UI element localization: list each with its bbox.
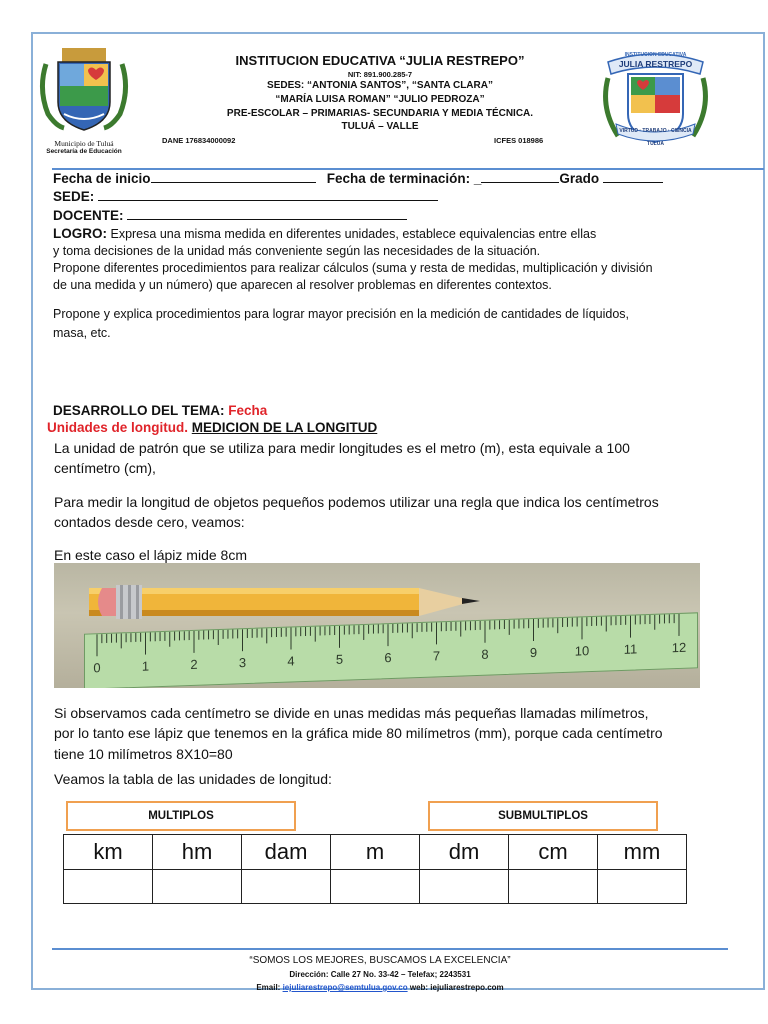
icfes-code: ICFES 018986 <box>494 136 544 145</box>
logro-line-2: y toma decisiones de la unidad más conveniente según las necesidades de la situación. <box>53 244 541 259</box>
city: TULUÁ – VALLE <box>341 121 419 132</box>
ruler-number: 2 <box>190 656 198 673</box>
grade-label: Grado <box>559 171 600 186</box>
unit-dam: dam <box>242 835 331 870</box>
desarrollo-heading <box>53 403 267 418</box>
sede-label: SEDE: <box>53 189 95 204</box>
empty-cell[interactable] <box>64 870 153 904</box>
logro-line-1: LOGRO: Expresa una misma medida en diferentes unidades, establece equivalencias entre ellas <box>53 226 597 241</box>
ruler-number: 3 <box>238 655 247 671</box>
empty-cell[interactable] <box>242 870 331 904</box>
logro-block-2 <box>53 305 753 343</box>
ruler-number: 7 <box>432 648 441 664</box>
docente-label: DOCENTE: <box>53 208 124 223</box>
email-label: Email: <box>256 983 281 992</box>
ruler-number: 0 <box>93 660 101 676</box>
logro-line-5: Propone y explica procedimientos para lograr mayor precisión en la medición de cantidades de líquidos, <box>53 307 630 321</box>
multiplos-box: MULTIPLOS <box>66 801 296 831</box>
units-header-row <box>64 835 687 870</box>
ruler-number: 5 <box>335 651 344 667</box>
section-heading: MEDICION DE LA LONGITUD <box>191 420 378 435</box>
desarrollo-label: DESARROLLO DEL TEMA: <box>53 403 225 418</box>
header-divider <box>52 168 764 170</box>
unit-m: m <box>331 835 420 870</box>
municipio-shield-icon <box>34 44 134 134</box>
grade-field[interactable] <box>603 171 663 183</box>
sede-row <box>53 189 438 204</box>
school-crest-logo <box>598 48 713 152</box>
email-link[interactable]: iejuliarestrepo@semtulua.gov.co <box>282 983 408 992</box>
paragraph-2: Para medir la longitud de objetos pequeños podemos utilizar una regla que indica los centímetros contados desde cero, veamos: <box>54 494 659 531</box>
submultiplos-box: SUBMULTIPLOS <box>428 801 658 831</box>
ruler-number: 12 <box>671 639 687 656</box>
levels: PRE-ESCOLAR – PRIMARIAS- SECUNDARIA Y MEDIA TÉCNICA. <box>226 108 534 119</box>
docente-field[interactable] <box>127 208 407 220</box>
logro-line-3: Propone diferentes procedimientos para realizar cálculos (suma y resta de medidas, multiplicación y división <box>53 261 653 276</box>
subtitle-row <box>47 420 377 435</box>
paragraph-3: En este caso el lápiz mide 8cm <box>54 547 247 563</box>
footer-contact <box>150 983 610 992</box>
unit-dm: dm <box>420 835 509 870</box>
institution-title: INSTITUCION EDUCATIVA “JULIA RESTREPO” <box>235 53 525 68</box>
end-date-field[interactable] <box>481 171 559 183</box>
units-subtitle: Unidades de longitud. <box>47 420 188 435</box>
end-date-label: Fecha de terminación: <box>326 171 471 186</box>
sedes-line-1: SEDES: “ANTONIA SANTOS”, “SANTA CLARA” <box>267 80 493 91</box>
ruler-number: 6 <box>384 649 392 666</box>
empty-cell[interactable] <box>509 870 598 904</box>
sede-field[interactable] <box>98 189 438 201</box>
ruler-number: 8 <box>481 646 489 662</box>
municipio-logo <box>34 44 134 155</box>
dates-row: Fecha de inicio Fecha de terminación: _ Grado <box>53 171 663 186</box>
ruler-number: 1 <box>141 658 150 674</box>
ruler-number: 4 <box>287 653 295 669</box>
logro-line-6: masa, etc. <box>53 325 111 340</box>
paragraph-4: Si observamos cada centímetro se divide en unas medidas más pequeñas llamadas milímetros, por lo tanto ese lápiz que tenemos en la gráfica mide 80 milímetros (mm), porque cada centímetro tiene 10 milímetros 8X10=80 <box>54 705 663 762</box>
sedes-line-2: “MARÍA LUISA ROMAN” “JULIO PEDROZA” <box>275 94 485 105</box>
start-date-field[interactable] <box>151 171 316 183</box>
logro-label: LOGRO: <box>53 226 107 241</box>
unit-cm: cm <box>509 835 598 870</box>
units-table <box>63 834 687 904</box>
ruler-number: 9 <box>529 644 538 661</box>
paragraph-1: La unidad de patrón que se utiliza para medir longitudes es el metro (m), esta equivale a 100 centímetro (cm), <box>54 440 630 477</box>
unit-hm: hm <box>153 835 242 870</box>
paragraph-5: Veamos la tabla de las unidades de longitud: <box>54 771 332 787</box>
empty-cell[interactable] <box>331 870 420 904</box>
crest-city: TULUA <box>647 141 664 147</box>
web-link[interactable]: web: iejuliarestrepo.com <box>409 983 504 992</box>
empty-cell[interactable] <box>598 870 687 904</box>
units-empty-row <box>64 870 687 904</box>
logro-line-4: de una medida y un número) que aparecen al resolver problemas en diferentes contextos. <box>53 277 552 292</box>
docente-row <box>53 208 407 223</box>
dane-code: DANE 176834000092 <box>162 136 236 145</box>
crest-banner-text: JULIA RESTREPO <box>618 59 693 69</box>
footer-address: Dirección: Calle 27 No. 33-42 – Telefax; 2243531 <box>289 970 471 979</box>
ruler-number: 10 <box>574 643 590 659</box>
ruler-number: 11 <box>623 641 638 657</box>
desarrollo-fecha: Fecha <box>228 403 268 418</box>
unit-mm: mm <box>598 835 687 870</box>
crest-top-text: INSTITUCION EDUCATIVA <box>624 52 687 58</box>
empty-cell[interactable] <box>153 870 242 904</box>
empty-cell[interactable] <box>420 870 509 904</box>
footer-slogan: “SOMOS LOS MEJORES, BUSCAMOS LA EXCELENCIA” <box>249 955 511 966</box>
secretaria-name: Secretaría de Educación <box>46 148 122 155</box>
unit-km: km <box>64 835 153 870</box>
start-date-label: Fecha de inicio <box>53 171 151 186</box>
logro-block <box>53 225 753 294</box>
nit: NIT: 891.900.285-7 <box>347 70 413 79</box>
crest-motto: VIRTUD · TRABAJO · CIENCIA <box>619 128 692 134</box>
pencil-ruler-photo <box>54 563 700 688</box>
footer-divider <box>52 948 728 950</box>
municipio-name: Municipio de Tuluá <box>54 139 114 148</box>
